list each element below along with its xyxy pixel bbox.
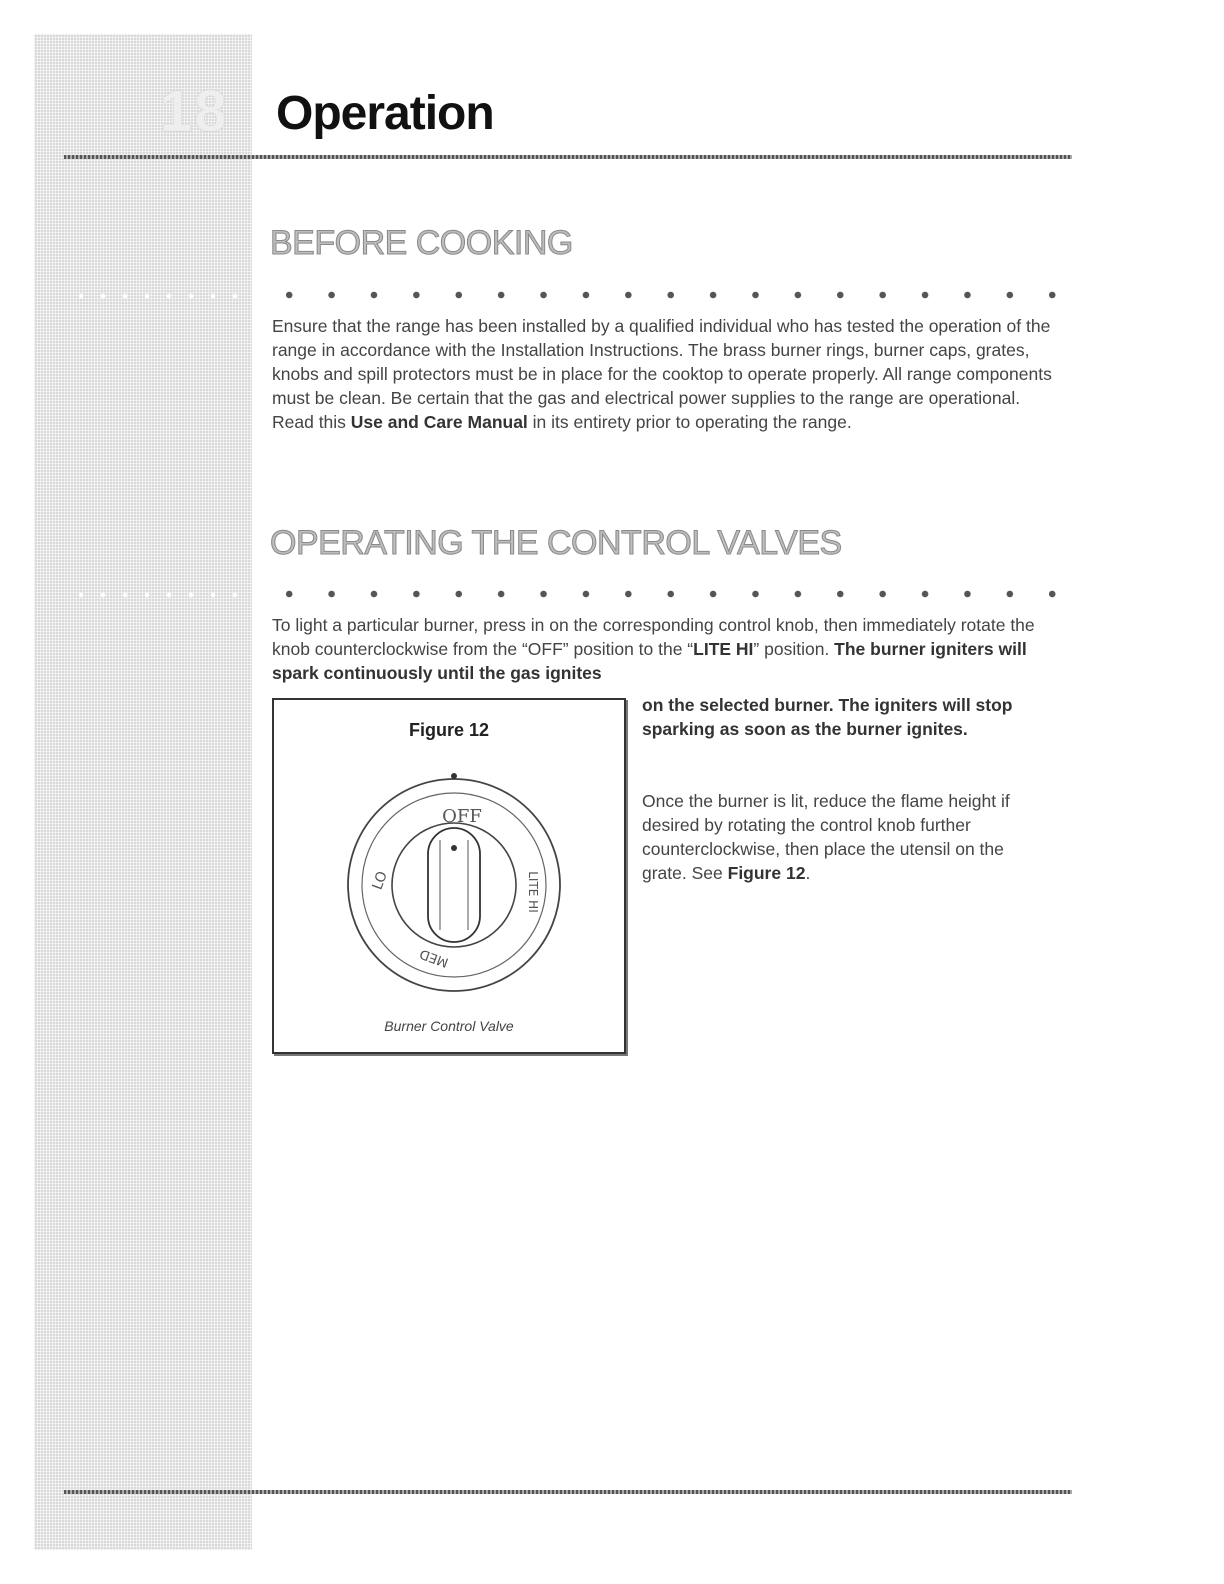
section-heading-before-cooking: BEFORE COOKING [270, 224, 573, 262]
section-heading-control-valves: OPERATING THE CONTROL VALVES [270, 524, 842, 562]
p2-end: . [805, 863, 811, 883]
knob-label-lite-hi: LITE HI [526, 871, 540, 913]
read-suffix: in its entirety prior to operating the range. [527, 412, 852, 432]
figure-12-ref: Figure 12 [727, 863, 806, 883]
dotted-divider-1 [268, 291, 1074, 299]
figure-caption: Burner Control Valve [384, 1018, 514, 1034]
sidebar-band [34, 34, 252, 1550]
control-valves-paragraph-top [272, 613, 1042, 685]
p1-mid: ” position. [753, 639, 835, 659]
lite-hi-bold: LITE HI [693, 639, 754, 659]
control-valves-paragraph-wrap [642, 693, 1042, 741]
knob-label-lo: LO [369, 869, 391, 892]
sidebar-dots-1 [70, 293, 250, 299]
p2-text: Once the burner is lit, reduce the flame height if desired by rotating the control knob further counterclockwise, then place the utensil on the grate. See [642, 791, 1010, 883]
header-rule [64, 155, 1072, 159]
read-prefix: Read this [272, 412, 351, 432]
footer-rule [64, 1490, 1072, 1494]
burner-knob-icon [344, 770, 564, 1000]
page-number: 18 [160, 79, 229, 144]
before-cooking-text: Ensure that the range has been installed by a qualified individual who has tested the operation of the range in accordance with the Installation Instructions. The brass burner rings, burner caps, grates, knobs and spill protectors must be in place for the cooktop to operate properly. All range components must be clean. Be certain that the gas and electrical power supplies to the range are operational. [272, 316, 1052, 408]
figure-title: Figure 12 [408, 720, 490, 740]
page-title: Operation [276, 87, 494, 140]
p1-text: To light a particular burner, press in on the corresponding control knob, then immediately rotate the knob counterclockwise from the “OFF” position to the “ [272, 615, 1035, 659]
figure-12-box [272, 698, 626, 1054]
use-and-care-manual: Use and Care Manual [350, 412, 528, 432]
knob-label-off: OFF [442, 806, 482, 827]
before-cooking-paragraph [272, 314, 1052, 434]
dotted-divider-2 [268, 590, 1074, 598]
sidebar-dots-2 [70, 592, 250, 598]
knob-label-med: MED [417, 945, 451, 970]
igniters-bold-a: The burner igniters will spark continuously until the gas ignites [272, 639, 1027, 683]
igniters-bold-b: on the selected burner. The igniters will stop sparking as soon as the burner ignites. [642, 695, 1013, 739]
control-valves-paragraph-2 [642, 789, 1042, 885]
